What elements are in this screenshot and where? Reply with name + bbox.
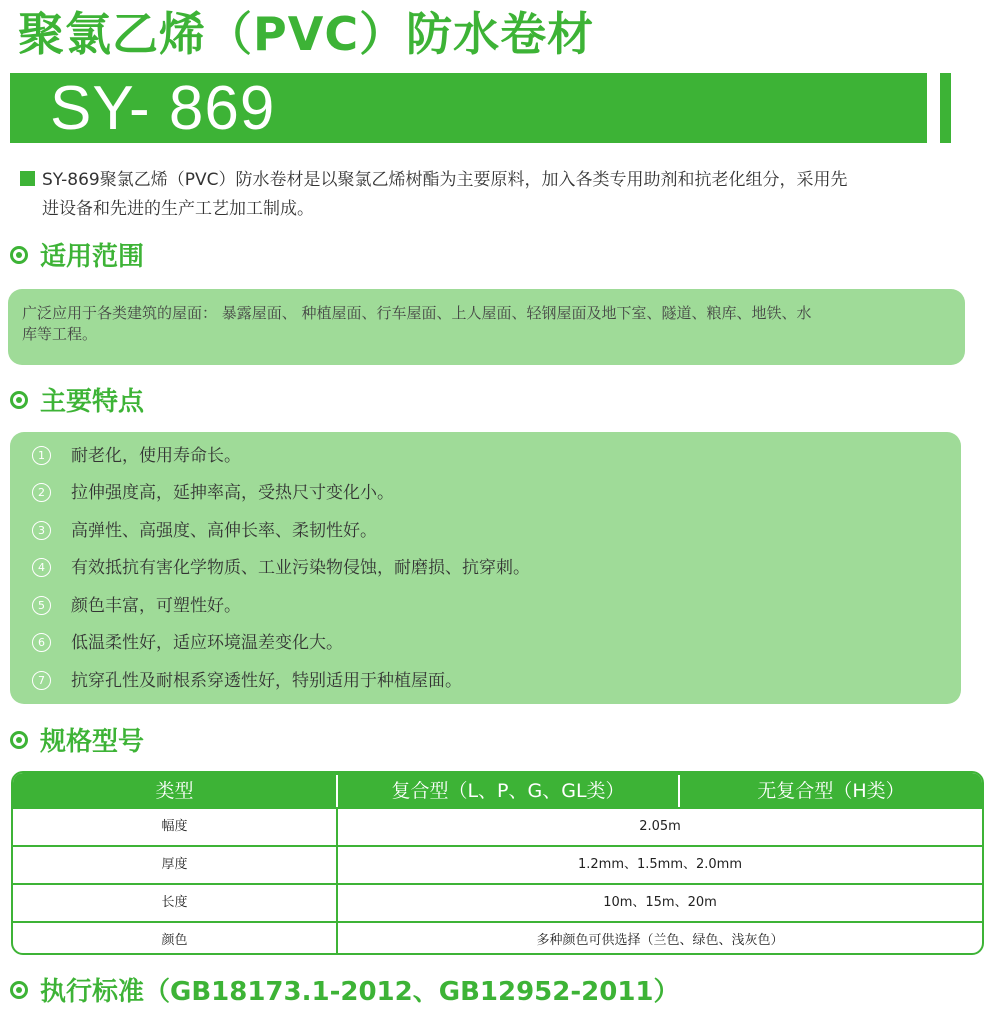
number-badge-icon: 1 [32,446,51,465]
row-value: 1.2mm、1.5mm、2.0mm [577,857,742,872]
scope-line-1: 广泛应用于各类建筑的屋面： 暴露屋面、 种植屋面、行车屋面、上人屋面、轻钢屋面及地下室、隧道、粮库、地铁、水 [22,304,812,322]
target-bullet-icon [10,246,28,264]
row-label: 长度 [161,895,188,910]
number-badge-icon: 5 [32,596,51,615]
standard-heading [10,974,680,1010]
column-divider [336,807,338,955]
feature-text: 颜色丰富，可塑性好。 [71,596,241,616]
model-code: SY- 869 [50,74,276,143]
table-row [13,883,982,921]
number-badge-icon: 4 [32,558,51,577]
table-row [13,921,982,955]
scope-heading-text: 适用范围 [40,242,145,272]
feature-item [32,478,394,508]
model-banner [10,73,927,143]
banner-accent-bar [940,73,951,143]
row-value: 多种颜色可供选择（兰色、绿色、浅灰色） [536,933,784,948]
target-bullet-icon [10,391,28,409]
features-heading-text: 主要特点 [40,387,145,417]
intro-line-2: 进设备和先进的生产工艺加工制成。 [42,199,314,219]
scope-line-2: 库等工程。 [22,325,98,343]
spec-table-header [13,773,982,807]
row-value: 10m、15m、20m [603,895,717,910]
row-label: 幅度 [161,819,188,834]
scope-panel [8,289,965,365]
header-composite: 复合型（L、P、G、GL类） [391,780,625,802]
square-bullet-icon [20,171,35,186]
specs-heading [10,724,144,760]
row-label: 厚度 [161,857,188,872]
feature-item [32,516,377,546]
target-bullet-icon [10,981,28,999]
header-non-composite: 无复合型（H类） [757,780,905,802]
scope-heading [10,239,144,275]
header-type: 类型 [155,780,194,802]
number-badge-icon: 7 [32,671,51,690]
number-badge-icon: 2 [32,483,51,502]
intro-paragraph [20,166,950,224]
feature-item [32,441,241,471]
row-value: 2.05m [639,819,681,834]
feature-item [32,666,462,696]
features-panel [10,432,961,704]
feature-item [32,553,530,583]
target-bullet-icon [10,731,28,749]
table-row [13,845,982,883]
feature-text: 有效抵抗有害化学物质、工业污染物侵蚀，耐磨损、抗穿刺。 [71,558,530,578]
page-title: 聚氯乙烯（PVC）防水卷材 [18,7,595,61]
features-heading [10,384,144,420]
feature-text: 高弹性、高强度、高伸长率、柔韧性好。 [71,521,377,541]
specs-heading-text: 规格型号 [40,727,145,757]
intro-line-1: SY-869聚氯乙烯（PVC）防水卷材是以聚氯乙烯树酯为主要原料，加入各类专用助剂和抗老化组分，采用先 [42,170,848,190]
spec-table [11,771,984,955]
feature-text: 抗穿孔性及耐根系穿透性好，特别适用于种植屋面。 [71,671,462,691]
feature-text: 拉伸强度高，延抻率高，受热尺寸变化小。 [71,483,394,503]
row-label: 颜色 [161,933,188,948]
standard-heading-text: 执行标准（GB18173.1-2012、GB12952-2011） [40,977,680,1007]
feature-text: 耐老化，使用寿命长。 [71,446,241,466]
feature-text: 低温柔性好，适应环境温差变化大。 [71,633,343,653]
feature-item [32,591,241,621]
number-badge-icon: 3 [32,521,51,540]
number-badge-icon: 6 [32,633,51,652]
table-row [13,807,982,845]
feature-item [32,628,343,658]
scope-text [22,303,912,345]
